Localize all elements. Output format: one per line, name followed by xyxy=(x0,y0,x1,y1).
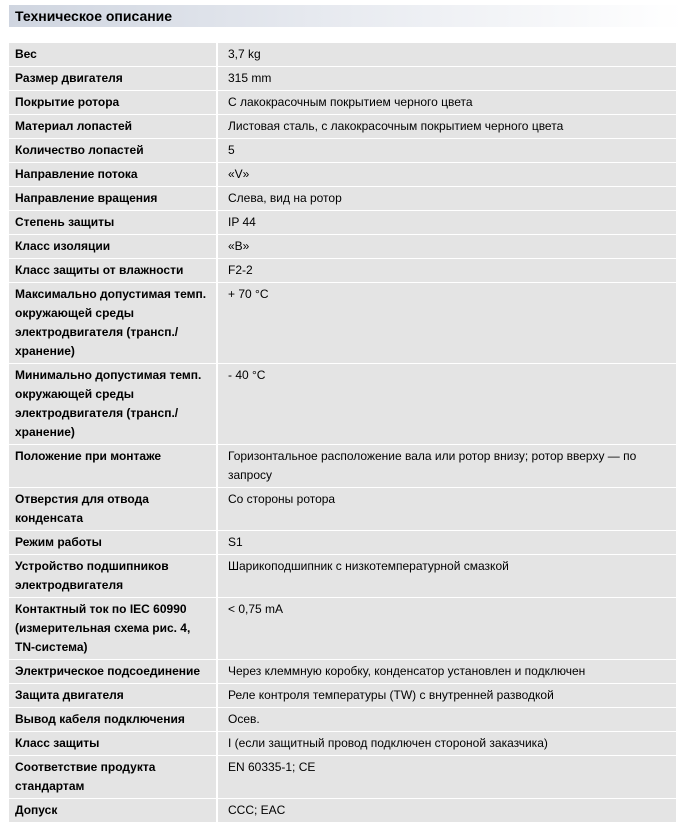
spec-label: Отверстия для отвода конденсата xyxy=(9,488,218,530)
spec-value: EN 60335-1; CE xyxy=(218,756,676,798)
spec-value: Шарикоподшипник с низкотемпературной смазкой xyxy=(218,555,676,597)
spec-label: Степень защиты xyxy=(9,211,218,234)
spec-value: 5 xyxy=(218,139,676,162)
spec-label: Класс изоляции xyxy=(9,235,218,258)
spec-label: Покрытие ротора xyxy=(9,91,218,114)
table-row xyxy=(9,598,676,659)
spec-value: «B» xyxy=(218,235,676,258)
spec-label: Размер двигателя xyxy=(9,67,218,90)
table-row xyxy=(9,799,676,822)
spec-label: Режим работы xyxy=(9,531,218,554)
spec-label: Направление потока xyxy=(9,163,218,186)
spec-value: Осев. xyxy=(218,708,676,731)
spec-value: Через клеммную коробку, конденсатор установлен и подключен xyxy=(218,660,676,683)
table-row xyxy=(9,756,676,798)
spec-value: С лакокрасочным покрытием черного цвета xyxy=(218,91,676,114)
spec-value: Со стороны ротора xyxy=(218,488,676,530)
table-row xyxy=(9,259,676,282)
spec-label: Защита двигателя xyxy=(9,684,218,707)
table-row xyxy=(9,43,676,66)
spec-value: 3,7 kg xyxy=(218,43,676,66)
spec-label: Класс защиты от влажности xyxy=(9,259,218,282)
spec-value: «V» xyxy=(218,163,676,186)
spec-value: < 0,75 mA xyxy=(218,598,676,659)
spec-label: Количество лопастей xyxy=(9,139,218,162)
table-row xyxy=(9,660,676,683)
spec-label: Вес xyxy=(9,43,218,66)
spec-value: 315 mm xyxy=(218,67,676,90)
spec-value: F2-2 xyxy=(218,259,676,282)
table-row xyxy=(9,67,676,90)
table-row xyxy=(9,488,676,530)
spec-value: Слева, вид на ротор xyxy=(218,187,676,210)
spec-label: Класс защиты xyxy=(9,732,218,755)
table-row xyxy=(9,163,676,186)
spec-label: Положение при монтаже xyxy=(9,445,218,487)
spec-value: CCC; EAC xyxy=(218,799,676,822)
table-row xyxy=(9,555,676,597)
table-row xyxy=(9,91,676,114)
section-header xyxy=(9,5,683,27)
spec-value: IP 44 xyxy=(218,211,676,234)
table-row xyxy=(9,445,676,487)
spec-value: Листовая сталь, с лакокрасочным покрытием черного цвета xyxy=(218,115,676,138)
spec-label: Устройство подшипников электродвигателя xyxy=(9,555,218,597)
spec-label: Вывод кабеля подключения xyxy=(9,708,218,731)
table-row xyxy=(9,732,676,755)
table-row xyxy=(9,211,676,234)
spec-value: I (если защитный провод подключен стороной заказчика) xyxy=(218,732,676,755)
spec-value: Реле контроля температуры (TW) с внутренней разводкой xyxy=(218,684,676,707)
table-row xyxy=(9,364,676,444)
table-row xyxy=(9,187,676,210)
section-title: Техническое описание xyxy=(15,8,173,24)
spec-label: Соответствие продукта стандартам xyxy=(9,756,218,798)
table-row xyxy=(9,531,676,554)
spec-label: Направление вращения xyxy=(9,187,218,210)
table-row xyxy=(9,235,676,258)
spec-value: Горизонтальное расположение вала или ротор внизу; ротор вверху — по запросу xyxy=(218,445,676,487)
spec-label: Минимально допустимая темп. окружающей среды электродвигателя (трансп./хранение) xyxy=(9,364,218,444)
spec-value: + 70 °C xyxy=(218,283,676,363)
spec-value: - 40 °C xyxy=(218,364,676,444)
table-row xyxy=(9,115,676,138)
table-row xyxy=(9,283,676,363)
spec-value: S1 xyxy=(218,531,676,554)
table-row xyxy=(9,708,676,731)
table-row xyxy=(9,684,676,707)
spec-label: Контактный ток по IEC 60990 (измерительная схема рис. 4, TN-система) xyxy=(9,598,218,659)
table-row xyxy=(9,139,676,162)
spec-label: Допуск xyxy=(9,799,218,822)
spec-label: Материал лопастей xyxy=(9,115,218,138)
spec-label: Максимально допустимая темп. окружающей среды электродвигателя (трансп./хранение) xyxy=(9,283,218,363)
spec-table xyxy=(9,42,676,823)
spec-label: Электрическое подсоединение xyxy=(9,660,218,683)
